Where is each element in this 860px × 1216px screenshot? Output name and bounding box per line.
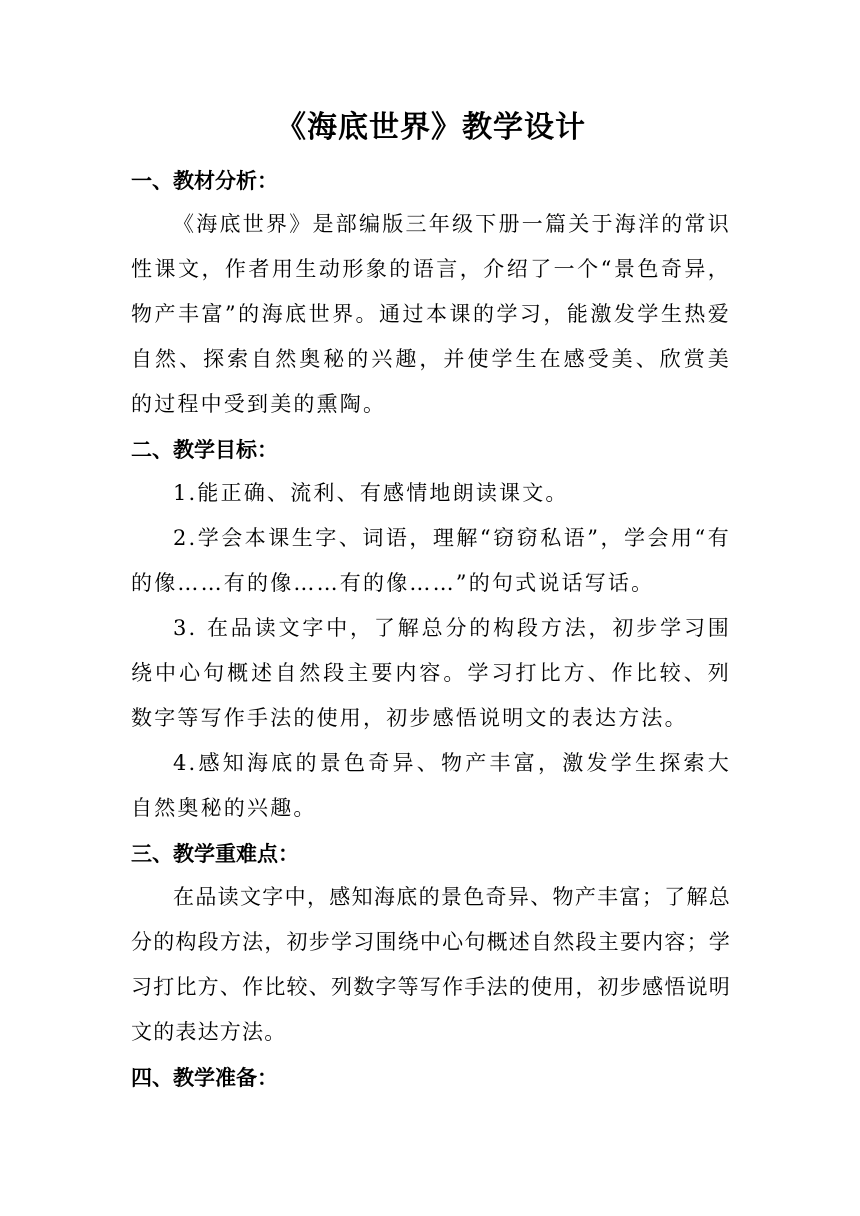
paragraph: 《海底世界》是部编版三年级下册一篇关于海洋的常识性课文，作者用生动形象的语言，介绍了一个“景色奇异，物产丰富”的海底世界。通过本课的学习，能激发学生热爱自然、探索自然奥秘的兴趣，并使学生在感受美、欣赏美的过程中受到美的熏陶。 [131,212,731,416]
document-page [131,106,731,1099]
section-heading: 三、教学重难点： [131,842,299,866]
section-textbook-analysis [131,158,731,427]
document-title: 《海底世界》教学设计 [276,110,586,145]
goal-item-3: 3. 在品读文字中，了解总分的构段方法，初步学习围绕中心句概述自然段主要内容。学习打比方、作比较、列数字等写作手法的使用，初步感悟说明文的表达方法。 [131,616,731,730]
paragraph: 在品读文字中，感知海底的景色奇异、物产丰富；了解总分的构段方法，初步学习围绕中心句概述自然段主要内容；学习打比方、作比较、列数字等写作手法的使用，初步感悟说明文的表达方法。 [131,885,731,1044]
section-heading: 四、教学准备： [131,1066,278,1090]
section-key-difficulties [131,831,731,1055]
goal-item-1: 1.能正确、流利、有感情地朗读课文。 [173,481,569,505]
goal-item-4: 4.感知海底的景色奇异、物产丰富，激发学生探索大自然奥秘的兴趣。 [131,751,731,820]
section-teaching-goals [131,427,731,831]
goal-item-2: 2.学会本课生字、词语，理解“窃窃私语”，学会用“有的像……有的像……有的像……”的句式说话写话。 [131,526,731,595]
section-heading: 一、教材分析： [131,169,278,193]
section-teaching-preparation [131,1055,731,1099]
section-heading: 二、教学目标： [131,438,278,462]
